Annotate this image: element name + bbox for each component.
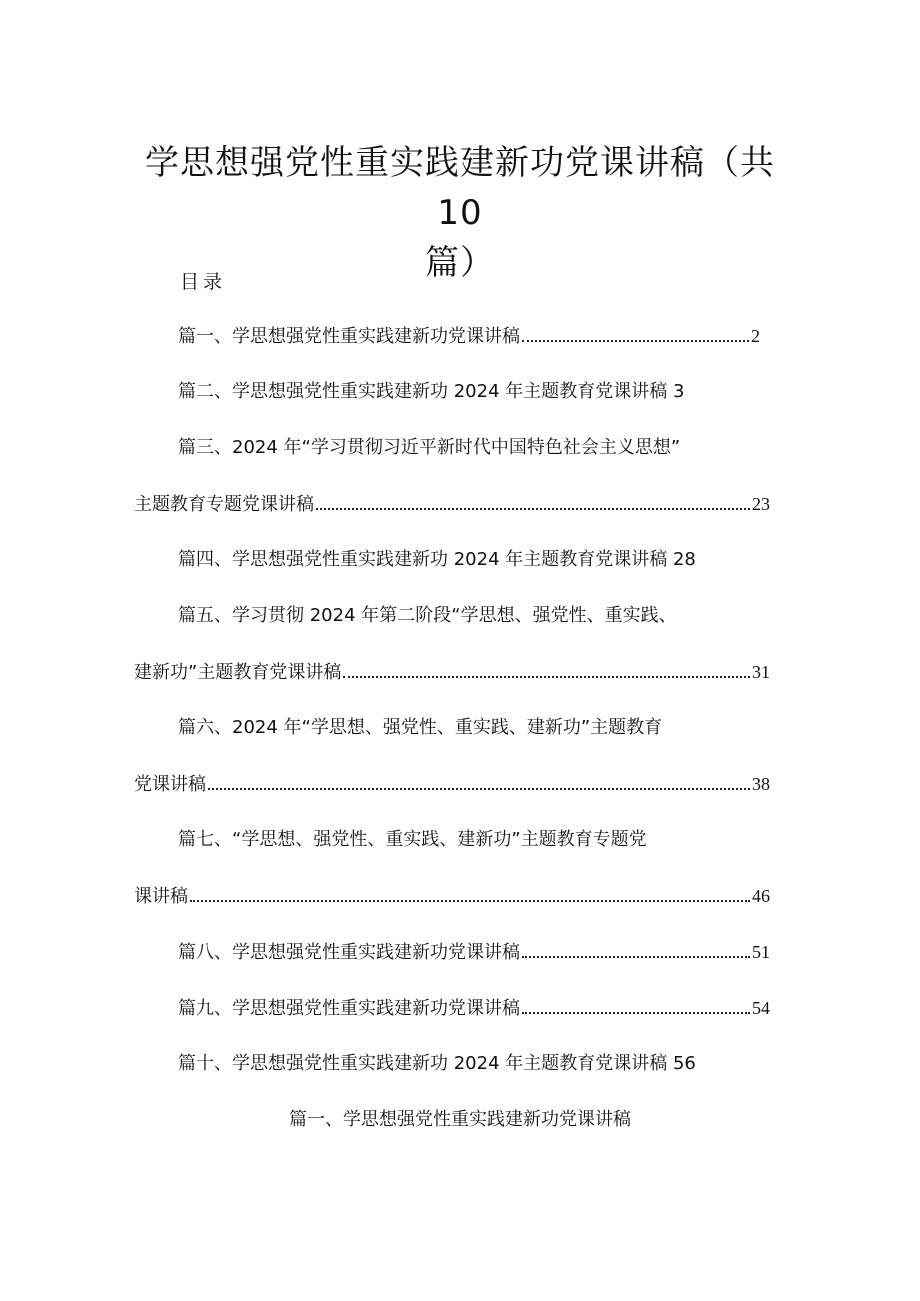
title-line-2: 篇） bbox=[425, 243, 495, 283]
leader-dots bbox=[522, 1012, 750, 1014]
toc-entry-7[interactable]: 篇七、“学思想、强党性、重实践、建新功”主题教育专题党 bbox=[178, 829, 647, 850]
toc-entry-6-cont[interactable]: 党课讲稿 38 bbox=[134, 769, 770, 799]
title-line-1: 学思想强党性重实践建新功党课讲稿（共 10 bbox=[145, 143, 775, 233]
leader-dots bbox=[522, 956, 750, 958]
toc-entry-2[interactable]: 篇二、学思想强党性重实践建新功 2024 年主题教育党课讲稿 3 bbox=[178, 381, 685, 402]
toc-entry-8[interactable]: 篇八、学思想强党性重实践建新功党课讲稿 51 bbox=[178, 937, 770, 967]
section-heading: 篇一、学思想强党性重实践建新功党课讲稿 bbox=[289, 1109, 631, 1130]
toc-heading: 目录 bbox=[180, 271, 227, 293]
page-number: 51 bbox=[752, 942, 770, 962]
toc-entry-7-cont[interactable]: 课讲稿 46 bbox=[134, 881, 770, 911]
toc-entry-6[interactable]: 篇六、2024 年“学思想、强党性、重实践、建新功”主题教育 bbox=[178, 717, 663, 738]
toc-entry-9[interactable]: 篇九、学思想强党性重实践建新功党课讲稿 54 bbox=[178, 993, 770, 1023]
toc-entry-3[interactable]: 篇三、2024 年“学习贯彻习近平新时代中国特色社会主义思想” bbox=[178, 437, 681, 458]
page-number: 23 bbox=[752, 494, 770, 514]
leader-dots bbox=[522, 340, 749, 342]
page-number: 54 bbox=[752, 998, 770, 1018]
toc-entry-10[interactable]: 篇十、学思想强党性重实践建新功 2024 年主题教育党课讲稿 56 bbox=[178, 1053, 696, 1074]
page-number: 38 bbox=[752, 774, 770, 794]
toc-entry-5[interactable]: 篇五、学习贯彻 2024 年第二阶段“学思想、强党性、重实践、 bbox=[178, 605, 677, 626]
page-number: 46 bbox=[752, 886, 770, 906]
leader-dots bbox=[208, 788, 750, 790]
toc-entry-1[interactable]: 篇一、学思想强党性重实践建新功党课讲稿 2 bbox=[178, 321, 760, 351]
leader-dots bbox=[343, 676, 750, 678]
leader-dots bbox=[190, 900, 750, 902]
toc-entry-4[interactable]: 篇四、学思想强党性重实践建新功 2024 年主题教育党课讲稿 28 bbox=[178, 549, 696, 570]
page-number: 31 bbox=[752, 662, 770, 682]
toc-entry-5-cont[interactable]: 建新功”主题教育党课讲稿 31 bbox=[134, 657, 770, 687]
page-number: 2 bbox=[751, 326, 760, 346]
leader-dots bbox=[316, 508, 750, 510]
toc-entry-3-cont[interactable]: 主题教育专题党课讲稿 23 bbox=[134, 489, 770, 519]
document-title bbox=[120, 138, 800, 288]
